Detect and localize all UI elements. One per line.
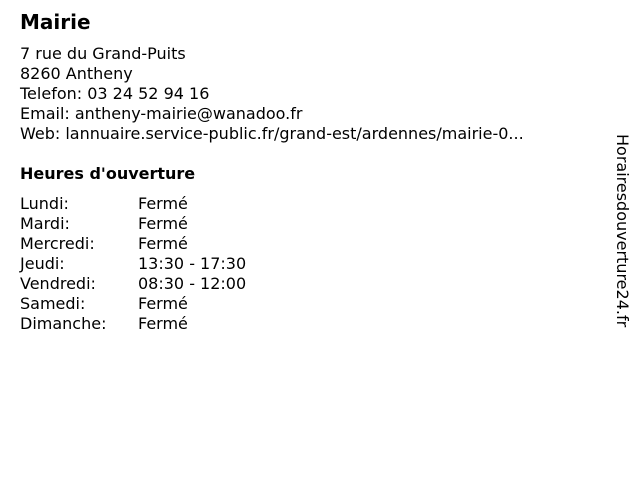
- email-line: Email: antheny-mairie@wanadoo.fr: [20, 104, 303, 123]
- day-hours: Fermé: [138, 214, 188, 233]
- day-hours: Fermé: [138, 234, 188, 253]
- day-label: Mardi:: [20, 214, 70, 233]
- hours-row-monday: [20, 194, 246, 214]
- address-block: [20, 44, 524, 144]
- day-hours: 13:30 - 17:30: [138, 254, 247, 273]
- day-label: Samedi:: [20, 294, 86, 313]
- opening-hours-heading: Heures d'ouverture: [20, 164, 196, 183]
- day-hours: Fermé: [138, 194, 188, 213]
- day-hours: Fermé: [138, 294, 188, 313]
- opening-hours-table: [20, 194, 246, 334]
- day-label: Dimanche:: [20, 314, 107, 333]
- site-brand-watermark: Horairesdouverture24.fr: [613, 134, 632, 328]
- day-label: Jeudi:: [20, 254, 65, 273]
- day-label: Mercredi:: [20, 234, 95, 253]
- hours-row-friday: [20, 274, 246, 294]
- day-label: Lundi:: [20, 194, 69, 213]
- hours-row-tuesday: [20, 214, 246, 234]
- day-hours: Fermé: [138, 314, 188, 333]
- hours-row-thursday: [20, 254, 246, 274]
- page-title: Mairie: [20, 10, 91, 34]
- street-address: 7 rue du Grand-Puits: [20, 44, 186, 63]
- phone-line: Telefon: 03 24 52 94 16: [20, 84, 210, 103]
- hours-row-wednesday: [20, 234, 246, 254]
- hours-row-sunday: [20, 314, 246, 334]
- web-line: Web: lannuaire.service-public.fr/grand-est/ardennes/mairie-0...: [20, 124, 524, 143]
- day-hours: 08:30 - 12:00: [138, 274, 247, 293]
- city-line: 8260 Antheny: [20, 64, 133, 83]
- hours-row-saturday: [20, 294, 246, 314]
- day-label: Vendredi:: [20, 274, 96, 293]
